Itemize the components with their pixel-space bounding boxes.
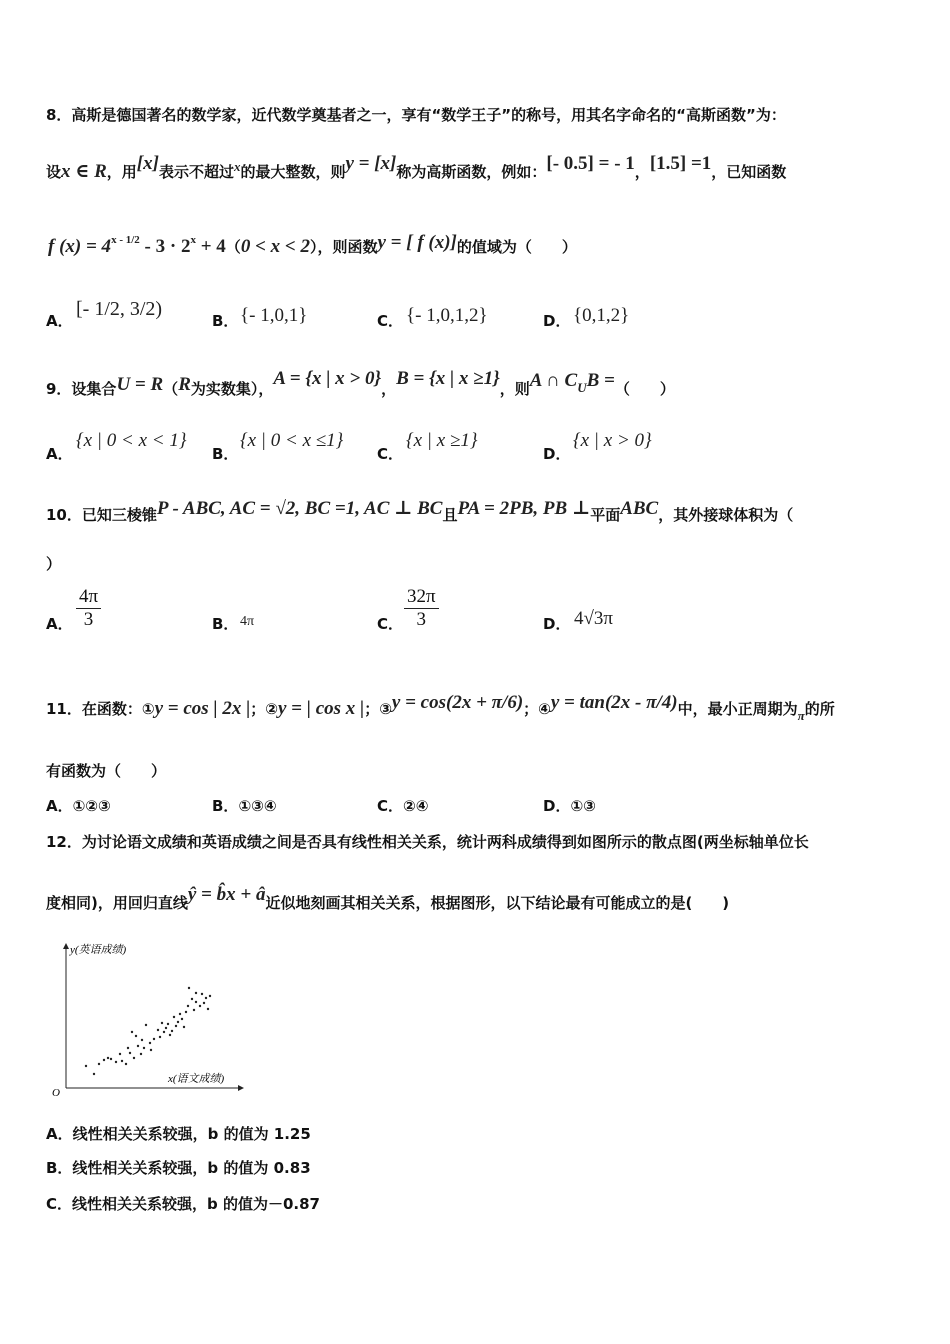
q10-option-d-value: 4√3π: [574, 608, 614, 629]
scatter-point: [205, 997, 207, 999]
q8-math-domain: 0 < x < 2: [240, 236, 310, 257]
scatter-points: [85, 987, 211, 1075]
q8-text: ），则函数: [309, 238, 378, 256]
scatter-point: [179, 1013, 181, 1015]
q10-option-a-label: A．: [46, 615, 73, 633]
q8-option-a-value: [- 1/2, 3/2): [76, 298, 163, 320]
q10-stem: [46, 498, 794, 526]
scatter-point: [157, 1029, 159, 1031]
q9-option-b[interactable]: [212, 443, 238, 464]
q9-text: 为实数集），: [190, 380, 274, 398]
q10-option-b-value: 4π: [240, 614, 255, 629]
scatter-point: [107, 1057, 109, 1059]
q11-option-c[interactable]: [377, 795, 428, 816]
scatter-point: [203, 1002, 205, 1004]
scatter-point: [191, 998, 193, 1000]
q9-math-set-a: A = {x | x > 0}: [273, 368, 382, 389]
q9-option-a-value: {x | 0 < x < 1}: [76, 430, 187, 451]
q11-option-d-label: D．: [543, 797, 571, 815]
q10-option-d-label: D．: [543, 615, 571, 633]
q11-option-b-value: ①③④: [238, 797, 277, 815]
q10-option-c-denominator: 3: [416, 609, 427, 630]
scatter-point: [129, 1052, 131, 1054]
q11-text: 11．在函数：①: [46, 700, 155, 718]
q12-stem-line1: 12．为讨论语文成绩和英语成绩之间是否具有线性相关关系，统计两科成绩得到如图所示的散点图(两坐标轴单位长: [46, 833, 809, 851]
q11-option-a[interactable]: [46, 795, 111, 816]
q12-text: 度相同)，用回归直线: [46, 894, 188, 912]
q9-option-d[interactable]: [543, 443, 570, 464]
q8-text: 的值域为（ ）: [456, 238, 577, 256]
scatter-point: [135, 1035, 137, 1037]
q11-option-a-label: A．: [46, 797, 73, 815]
q11-text: ；③: [364, 700, 392, 718]
q9-option-d-label: D．: [543, 445, 571, 463]
q9-option-b-value: {x | 0 < x ≤1}: [240, 430, 344, 451]
q9-option-c-value: {x | x ≥1}: [406, 430, 478, 451]
scatter-point: [187, 1005, 189, 1007]
q11-option-d[interactable]: [543, 795, 596, 816]
scatter-point: [177, 1021, 179, 1023]
q11-option-a-value: ①②③: [72, 797, 111, 815]
q10-math-conditions: P - ABC, AC = √2, BC =1, AC ⊥ BC: [156, 498, 443, 519]
q8-text: 称为高斯函数，例如：: [396, 163, 547, 181]
scatter-point: [133, 1057, 135, 1059]
scatter-point: [137, 1045, 139, 1047]
scatter-point: [145, 1024, 147, 1026]
scatter-point: [175, 1025, 177, 1027]
q9-text: 9．设集合: [46, 380, 117, 398]
q8-math-example2: [1.5] =1: [649, 153, 712, 174]
scatter-point: [195, 992, 197, 994]
scatter-point: [103, 1059, 105, 1061]
q11-text: ；④: [523, 700, 551, 718]
q8-text: ，: [634, 163, 650, 181]
q10-option-c-label: C．: [377, 615, 404, 633]
q8-stem-line2: [46, 153, 787, 183]
scatter-point: [167, 1023, 169, 1025]
q11-text: 中，最小正周期为: [677, 700, 798, 718]
q8-math-x-in-r: x ∈ R: [61, 161, 107, 182]
q9-math-u: U = R: [116, 374, 164, 395]
q11-stem-line2: 有函数为（ ）: [46, 762, 167, 780]
scatter-point: [121, 1060, 123, 1062]
q8-stem-line3: [48, 232, 577, 258]
q11-option-b[interactable]: [212, 795, 277, 816]
q12-text: 近似地刻画其相关关系，根据图形，以下结论最有可能成立的是( ): [265, 894, 730, 912]
q12-math-regression: ŷ = b̂x + â: [187, 884, 266, 905]
q9-option-a-label: A．: [46, 445, 73, 463]
scatter-point: [143, 1047, 145, 1049]
q8-option-c[interactable]: [377, 310, 403, 331]
q9-option-d-value: {x | x > 0}: [573, 430, 652, 451]
q12-option-c[interactable]: C．线性相关关系较强，b 的值为－0.87: [46, 1195, 320, 1213]
q9-option-a[interactable]: [46, 443, 73, 464]
scatter-point: [209, 995, 211, 997]
scatter-point: [131, 1031, 133, 1033]
q8-math-composite: y = [ f (x)]: [377, 232, 457, 253]
q10-option-c-value: [404, 586, 439, 631]
q8-option-b-value: {- 1,0,1}: [240, 305, 308, 326]
q11-option-b-label: B．: [212, 797, 239, 815]
scatter-point: [188, 987, 190, 989]
q9-math-sub: U: [577, 380, 587, 395]
q8-math-term2: + 4: [195, 236, 226, 257]
q8-stem-line1: 8．高斯是德国著名的数学家，近代数学奠基者之一，享有“数学王子”的称号，用其名字命名的“高斯函数”为：: [46, 106, 786, 124]
q10-option-b-label: B．: [212, 615, 239, 633]
scatter-point: [125, 1063, 127, 1065]
q10-text: 10．已知三棱锥: [46, 506, 157, 524]
scatter-point: [163, 1031, 165, 1033]
q10-option-d[interactable]: [543, 613, 570, 634]
q8-option-c-value: {- 1,0,1,2}: [406, 305, 488, 326]
q11-text: ；②: [250, 700, 278, 718]
scatter-point: [207, 1008, 209, 1010]
q10-option-c-numerator: 32π: [404, 586, 439, 609]
q11-option-c-value: ②④: [403, 797, 429, 815]
q8-option-b-label: B．: [212, 312, 239, 330]
scatter-point: [140, 1053, 142, 1055]
scatter-point: [150, 1049, 152, 1051]
q8-math-fx: f (x) = 4: [48, 236, 112, 257]
q8-math-x: x: [233, 159, 241, 174]
q8-text: ，已知函数: [711, 163, 787, 181]
q10-option-a-value: [76, 586, 101, 631]
scatter-point: [181, 1018, 183, 1020]
q9-option-c-label: C．: [377, 445, 404, 463]
scatter-point: [199, 1005, 201, 1007]
scatter-point: [193, 1009, 195, 1011]
q8-text: （: [225, 238, 241, 256]
q8-option-d[interactable]: [543, 310, 570, 331]
q9-text: （: [163, 380, 179, 398]
q8-option-a-label: A．: [46, 312, 73, 330]
q8-math-term: - 3 · 2: [139, 236, 191, 257]
q8-math-gauss: y = [x]: [345, 153, 397, 174]
q8-text: 表示不超过: [158, 163, 234, 181]
q12-stem-line2: [46, 884, 730, 914]
scatter-point: [93, 1073, 95, 1075]
q8-option-d-label: D．: [543, 312, 571, 330]
q8-math-bracket-x: [x]: [136, 153, 159, 174]
q8-option-c-label: C．: [377, 312, 404, 330]
scatter-point: [119, 1053, 121, 1055]
scatter-point: [195, 1001, 197, 1003]
q11-math-f3: y = cos(2x + π/6): [391, 692, 524, 713]
q10-text: 平面: [590, 506, 621, 524]
q12-option-a[interactable]: A．线性相关关系较强，b 的值为 1.25: [46, 1125, 311, 1143]
q8-math-example1: [- 0.5] = - 1: [546, 153, 635, 174]
scatter-point: [115, 1061, 117, 1063]
scatter-point: [110, 1058, 112, 1060]
q11-math-f4: y = tan(2x - π/4): [550, 692, 678, 713]
q8-math-exponent: x - 1/2: [111, 234, 140, 246]
q11-option-d-value: ①③: [570, 797, 596, 815]
q8-text: ，用: [106, 163, 137, 181]
scatter-point: [173, 1016, 175, 1018]
q10-text: ，其外接球体积为（: [658, 506, 794, 524]
scatter-point: [98, 1063, 100, 1065]
q8-math-exponent2: x: [190, 234, 196, 246]
q10-option-b[interactable]: [212, 613, 238, 634]
q10-text: 且: [442, 506, 458, 524]
q8-text: 设: [46, 163, 62, 181]
q11-stem: [46, 692, 835, 723]
q8-option-b[interactable]: [212, 310, 238, 331]
q8-text: 的最大整数，则: [240, 163, 346, 181]
q9-stem: [46, 368, 675, 400]
q9-math-set-b: B = {x | x ≥1}: [396, 368, 500, 389]
q10-stem-close: ）: [46, 555, 62, 573]
q9-text: ，则: [499, 380, 530, 398]
q9-math-r: R: [178, 374, 191, 395]
q9-math-expr-b: B =: [586, 370, 615, 391]
q8-option-a[interactable]: [46, 310, 73, 331]
y-axis-label: y(英语成绩): [70, 944, 127, 956]
scatter-point: [149, 1042, 151, 1044]
q10-math-abc: ABC: [620, 498, 659, 519]
q10-math-pa: PA = 2PB, PB ⊥: [457, 498, 591, 519]
q10-option-a-numerator: 4π: [76, 586, 101, 609]
q12-option-b[interactable]: B．线性相关关系较强，b 的值为 0.83: [46, 1159, 311, 1177]
q10-option-a[interactable]: [46, 613, 73, 634]
x-axis-label: x(语文成绩): [168, 1073, 225, 1085]
q10-option-a-denominator: 3: [83, 609, 94, 630]
scatter-point: [165, 1027, 167, 1029]
q9-text: （ ）: [614, 380, 675, 398]
q9-text: ，: [381, 380, 397, 398]
scatter-point: [169, 1034, 171, 1036]
scatter-point: [85, 1065, 87, 1067]
q9-option-c[interactable]: [377, 443, 403, 464]
q11-math-f1: y = cos | 2x |: [154, 698, 251, 719]
scatter-point: [201, 993, 203, 995]
scatter-point: [183, 1026, 185, 1028]
q8-option-d-value: {0,1,2}: [573, 305, 630, 326]
scatter-point: [171, 1030, 173, 1032]
q11-math-pi: π: [797, 708, 805, 723]
scatter-point: [141, 1039, 143, 1041]
scatter-point: [127, 1047, 129, 1049]
q9-math-expr: A ∩ C: [529, 370, 578, 391]
scatter-point: [185, 1011, 187, 1013]
q9-option-b-label: B．: [212, 445, 239, 463]
scatter-point: [159, 1036, 161, 1038]
q10-option-c[interactable]: [377, 613, 403, 634]
scatter-point: [153, 1038, 155, 1040]
scatter-point: [161, 1022, 163, 1024]
origin-label: O: [52, 1087, 60, 1098]
q11-option-c-label: C．: [377, 797, 404, 815]
q11-math-f2: y = | cos x |: [278, 698, 365, 719]
q11-text: 的所: [804, 700, 835, 718]
q12-scatter-plot: [46, 936, 246, 1098]
